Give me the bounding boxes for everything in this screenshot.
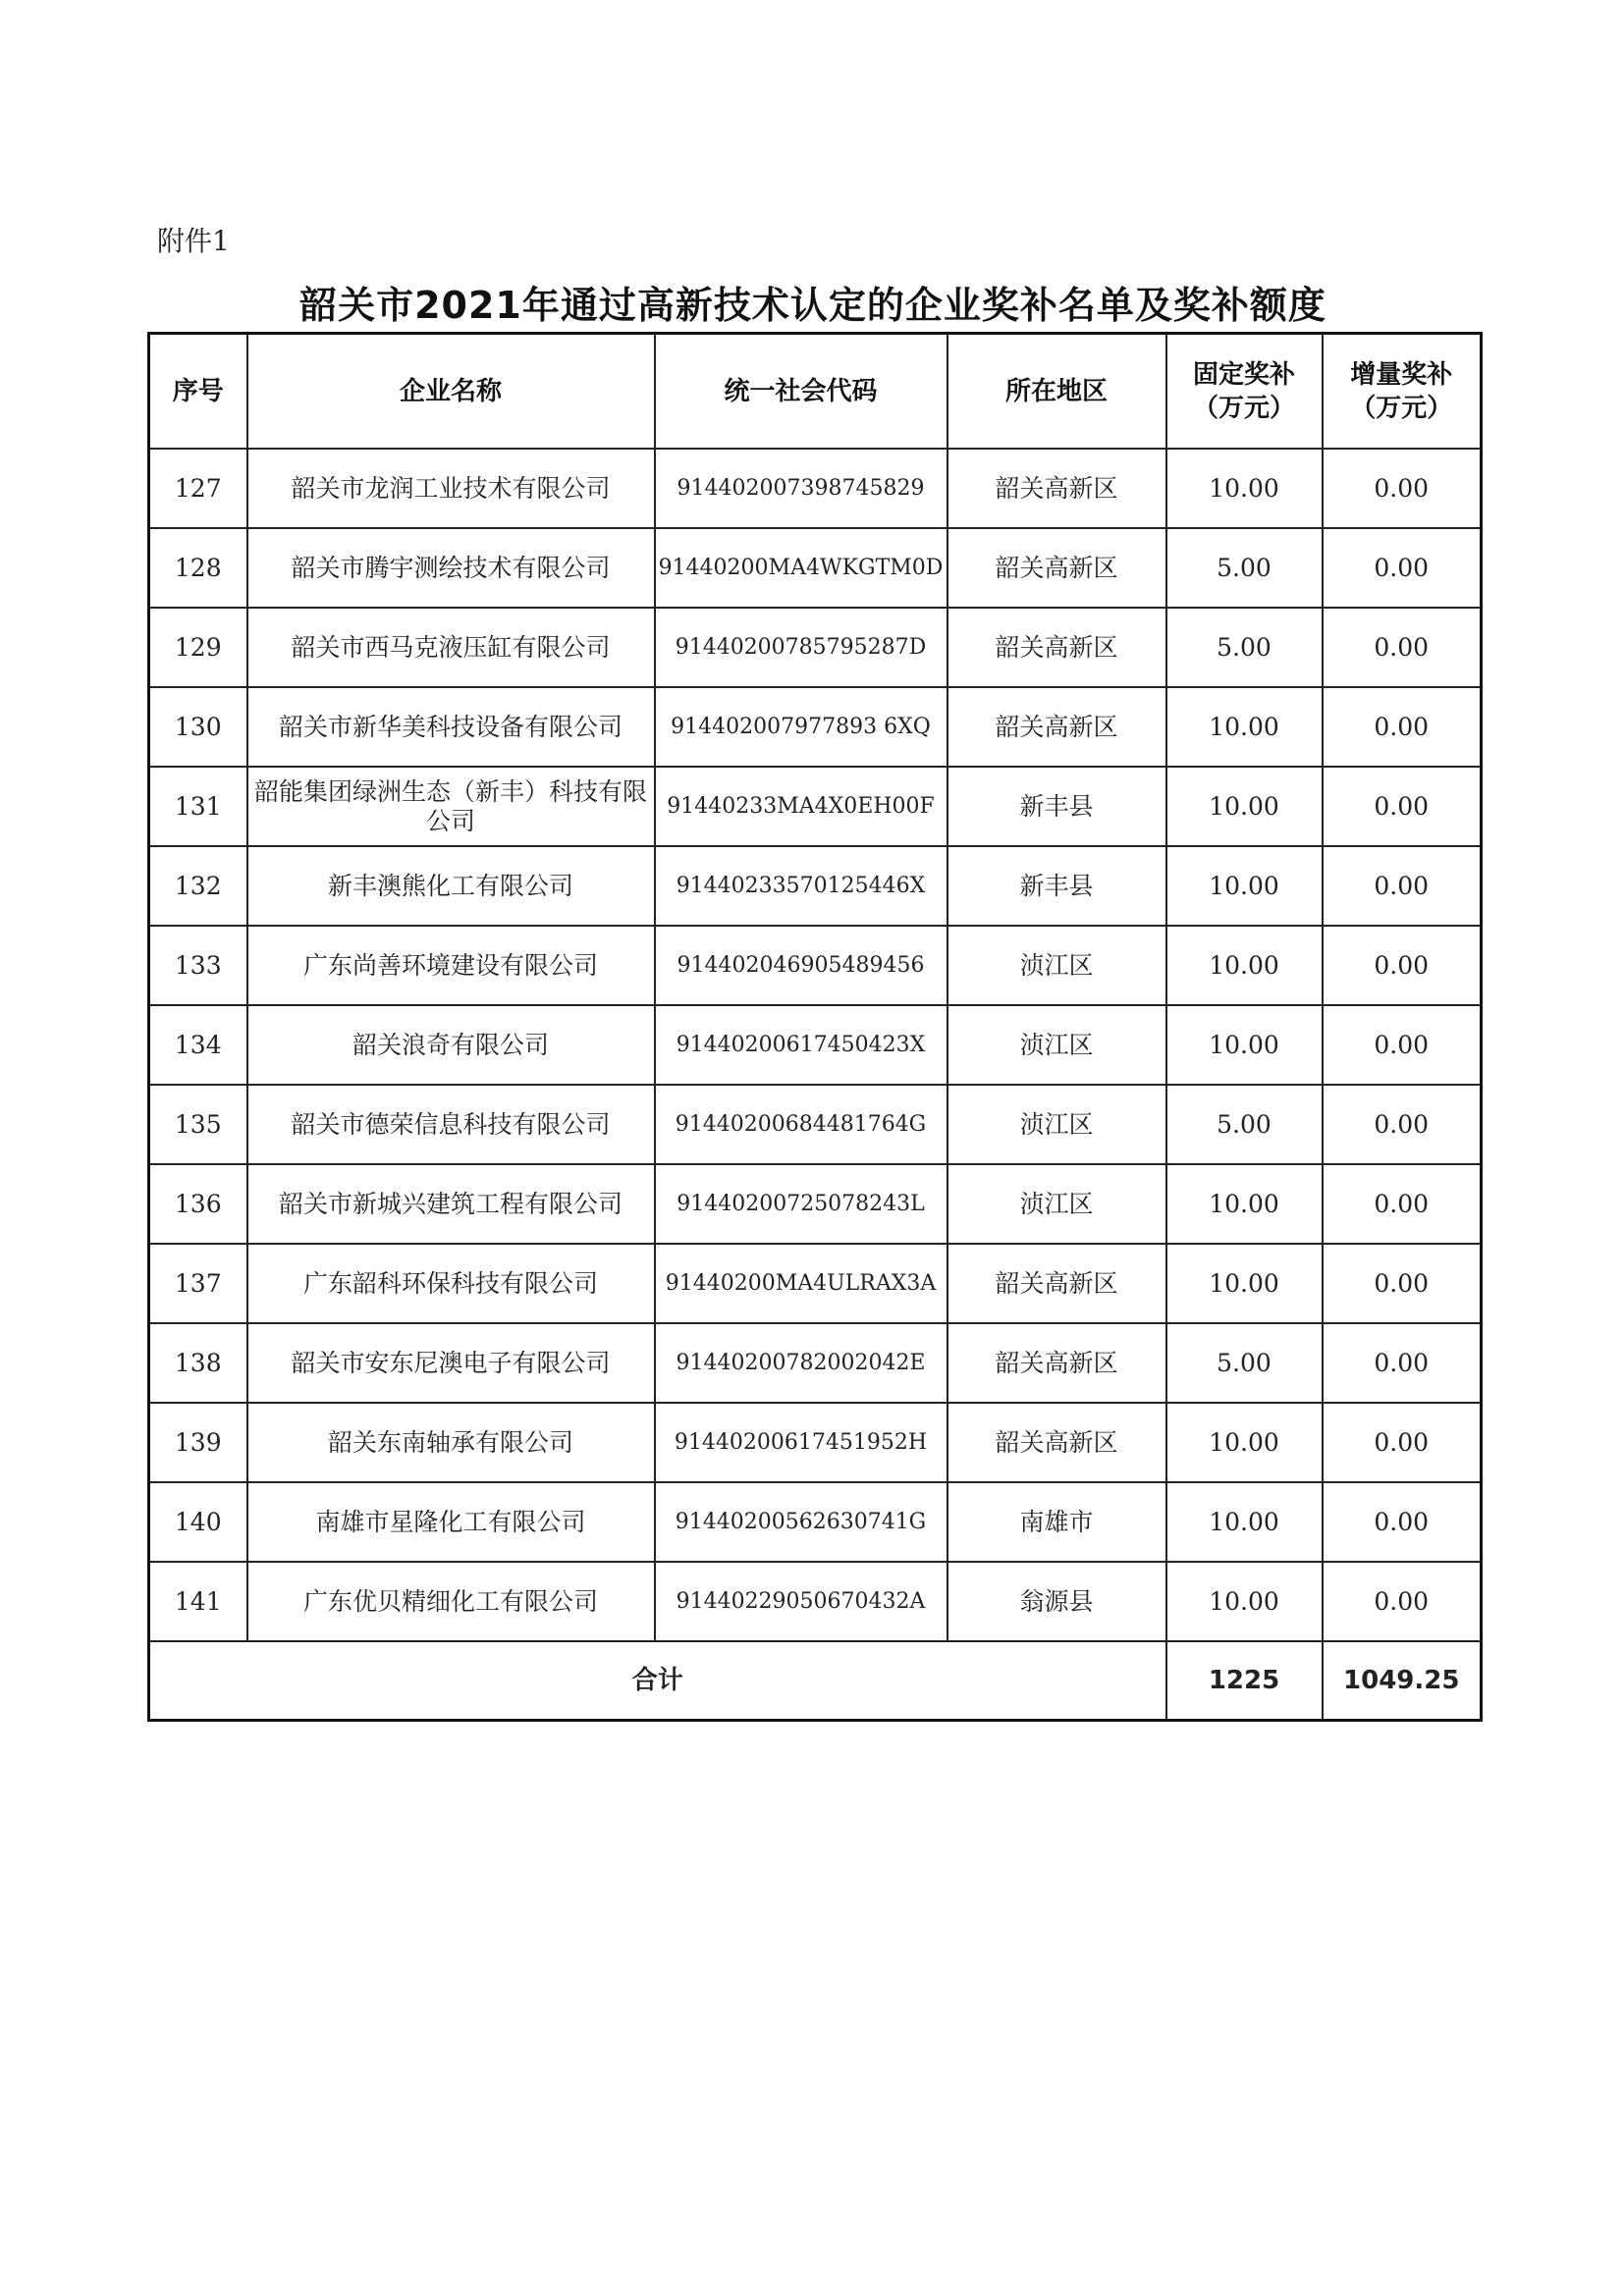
cell-company-name: 韶关市龙润工业技术有限公司 bbox=[247, 449, 655, 528]
table-row bbox=[149, 687, 1482, 767]
cell-company-name: 广东韶科环保科技有限公司 bbox=[247, 1244, 655, 1323]
cell-region: 新丰县 bbox=[947, 846, 1166, 926]
cell-credit-code: 91440229050670432A bbox=[655, 1562, 947, 1641]
header-credit-code: 统一社会代码 bbox=[655, 334, 947, 450]
cell-incremental-award: 0.00 bbox=[1323, 1244, 1482, 1323]
attachment-label: 附件1 bbox=[157, 225, 230, 257]
table-row bbox=[149, 1562, 1482, 1641]
cell-incremental-award: 0.00 bbox=[1323, 767, 1482, 846]
cell-credit-code: 91440200617451952H bbox=[655, 1403, 947, 1482]
cell-seq: 134 bbox=[149, 1005, 247, 1085]
cell-seq: 131 bbox=[149, 767, 247, 846]
total-fixed-award: 1225 bbox=[1166, 1641, 1323, 1721]
cell-company-name: 韶关市新城兴建筑工程有限公司 bbox=[247, 1164, 655, 1244]
cell-seq: 141 bbox=[149, 1562, 247, 1641]
cell-seq: 128 bbox=[149, 528, 247, 608]
cell-fixed-award: 10.00 bbox=[1166, 1244, 1323, 1323]
cell-fixed-award: 10.00 bbox=[1166, 846, 1323, 926]
cell-fixed-award: 10.00 bbox=[1166, 1005, 1323, 1085]
cell-fixed-award: 10.00 bbox=[1166, 1403, 1323, 1482]
cell-region: 南雄市 bbox=[947, 1482, 1166, 1562]
cell-company-name: 韶能集团绿洲生态（新丰）科技有限公司 bbox=[247, 767, 655, 846]
cell-credit-code: 91440200562630741G bbox=[655, 1482, 947, 1562]
cell-region: 新丰县 bbox=[947, 767, 1166, 846]
header-incremental-award-line1: 增量奖补 bbox=[1350, 359, 1453, 390]
document-title: 韶关市2021年通过高新技术认定的企业奖补名单及奖补额度 bbox=[299, 284, 1326, 327]
cell-region: 韶关高新区 bbox=[947, 687, 1166, 767]
cell-incremental-award: 0.00 bbox=[1323, 1482, 1482, 1562]
cell-company-name: 新丰澳熊化工有限公司 bbox=[247, 846, 655, 926]
cell-company-name: 韶关市新华美科技设备有限公司 bbox=[247, 687, 655, 767]
cell-fixed-award: 5.00 bbox=[1166, 608, 1323, 687]
cell-region: 浈江区 bbox=[947, 1164, 1166, 1244]
header-seq: 序号 bbox=[149, 334, 247, 450]
header-company-name: 企业名称 bbox=[247, 334, 655, 450]
cell-region: 韶关高新区 bbox=[947, 449, 1166, 528]
cell-seq: 129 bbox=[149, 608, 247, 687]
table-row bbox=[149, 449, 1482, 528]
cell-fixed-award: 10.00 bbox=[1166, 926, 1323, 1005]
cell-credit-code: 91440200725078243L bbox=[655, 1164, 947, 1244]
cell-seq: 139 bbox=[149, 1403, 247, 1482]
cell-fixed-award: 10.00 bbox=[1166, 1482, 1323, 1562]
cell-company-name: 韶关市德荣信息科技有限公司 bbox=[247, 1085, 655, 1164]
cell-seq: 138 bbox=[149, 1323, 247, 1403]
cell-seq: 140 bbox=[149, 1482, 247, 1562]
cell-region: 翁源县 bbox=[947, 1562, 1166, 1641]
cell-region: 浈江区 bbox=[947, 926, 1166, 1005]
table-row bbox=[149, 1482, 1482, 1562]
cell-fixed-award: 10.00 bbox=[1166, 1562, 1323, 1641]
cell-seq: 136 bbox=[149, 1164, 247, 1244]
cell-incremental-award: 0.00 bbox=[1323, 687, 1482, 767]
cell-incremental-award: 0.00 bbox=[1323, 926, 1482, 1005]
cell-incremental-award: 0.00 bbox=[1323, 1403, 1482, 1482]
cell-seq: 133 bbox=[149, 926, 247, 1005]
cell-seq: 137 bbox=[149, 1244, 247, 1323]
cell-company-name: 南雄市星隆化工有限公司 bbox=[247, 1482, 655, 1562]
cell-credit-code: 91440233MA4X0EH00F bbox=[655, 767, 947, 846]
table-row bbox=[149, 1164, 1482, 1244]
cell-credit-code: 91440233570125446X bbox=[655, 846, 947, 926]
table-row bbox=[149, 608, 1482, 687]
cell-fixed-award: 10.00 bbox=[1166, 687, 1323, 767]
table-row bbox=[149, 1085, 1482, 1164]
cell-region: 韶关高新区 bbox=[947, 528, 1166, 608]
cell-seq: 132 bbox=[149, 846, 247, 926]
cell-fixed-award: 5.00 bbox=[1166, 1085, 1323, 1164]
total-incremental-award: 1049.25 bbox=[1323, 1641, 1482, 1721]
cell-region: 韶关高新区 bbox=[947, 1323, 1166, 1403]
cell-credit-code: 91440200785795287D bbox=[655, 608, 947, 687]
table-row bbox=[149, 767, 1482, 846]
cell-fixed-award: 10.00 bbox=[1166, 767, 1323, 846]
header-fixed-award bbox=[1166, 334, 1323, 450]
cell-incremental-award: 0.00 bbox=[1323, 846, 1482, 926]
cell-company-name: 广东尚善环境建设有限公司 bbox=[247, 926, 655, 1005]
cell-seq: 135 bbox=[149, 1085, 247, 1164]
cell-incremental-award: 0.00 bbox=[1323, 449, 1482, 528]
cell-seq: 127 bbox=[149, 449, 247, 528]
cell-region: 浈江区 bbox=[947, 1085, 1166, 1164]
cell-credit-code: 91440200MA4WKGTM0D bbox=[655, 528, 947, 608]
cell-incremental-award: 0.00 bbox=[1323, 1164, 1482, 1244]
cell-region: 韶关高新区 bbox=[947, 1244, 1166, 1323]
cell-incremental-award: 0.00 bbox=[1323, 1005, 1482, 1085]
award-table bbox=[147, 332, 1483, 1722]
table-row bbox=[149, 1403, 1482, 1482]
cell-company-name: 广东优贝精细化工有限公司 bbox=[247, 1562, 655, 1641]
cell-credit-code: 91440200684481764G bbox=[655, 1085, 947, 1164]
cell-company-name: 韶关市西马克液压缸有限公司 bbox=[247, 608, 655, 687]
cell-seq: 130 bbox=[149, 687, 247, 767]
cell-fixed-award: 10.00 bbox=[1166, 1164, 1323, 1244]
cell-fixed-award: 5.00 bbox=[1166, 528, 1323, 608]
cell-region: 浈江区 bbox=[947, 1005, 1166, 1085]
cell-incremental-award: 0.00 bbox=[1323, 1085, 1482, 1164]
cell-company-name: 韶关浪奇有限公司 bbox=[247, 1005, 655, 1085]
cell-company-name: 韶关市腾宇测绘技术有限公司 bbox=[247, 528, 655, 608]
cell-incremental-award: 0.00 bbox=[1323, 608, 1482, 687]
cell-credit-code: 91440200MA4ULRAX3A bbox=[655, 1244, 947, 1323]
header-fixed-award-line2: （万元） bbox=[1192, 393, 1295, 423]
cell-region: 韶关高新区 bbox=[947, 1403, 1166, 1482]
cell-fixed-award: 10.00 bbox=[1166, 449, 1323, 528]
cell-region: 韶关高新区 bbox=[947, 608, 1166, 687]
table-row bbox=[149, 846, 1482, 926]
cell-company-name: 韶关东南轴承有限公司 bbox=[247, 1403, 655, 1482]
total-label: 合计 bbox=[149, 1641, 1166, 1721]
cell-incremental-award: 0.00 bbox=[1323, 528, 1482, 608]
header-region: 所在地区 bbox=[947, 334, 1166, 450]
cell-credit-code: 914402007398745829 bbox=[655, 449, 947, 528]
total-row bbox=[149, 1641, 1482, 1721]
table-row bbox=[149, 926, 1482, 1005]
header-incremental-award-line2: （万元） bbox=[1350, 393, 1453, 423]
cell-incremental-award: 0.00 bbox=[1323, 1323, 1482, 1403]
table-header-row bbox=[149, 334, 1482, 450]
table-row bbox=[149, 528, 1482, 608]
cell-company-name: 韶关市安东尼澳电子有限公司 bbox=[247, 1323, 655, 1403]
table-row bbox=[149, 1005, 1482, 1085]
table-row bbox=[149, 1244, 1482, 1323]
table-row bbox=[149, 1323, 1482, 1403]
header-fixed-award-line1: 固定奖补 bbox=[1192, 359, 1295, 390]
cell-credit-code: 914402007977893 6XQ bbox=[655, 687, 947, 767]
cell-fixed-award: 5.00 bbox=[1166, 1323, 1323, 1403]
cell-credit-code: 91440200782002042E bbox=[655, 1323, 947, 1403]
cell-credit-code: 91440200617450423X bbox=[655, 1005, 947, 1085]
header-incremental-award bbox=[1323, 334, 1482, 450]
cell-credit-code: 914402046905489456 bbox=[655, 926, 947, 1005]
cell-incremental-award: 0.00 bbox=[1323, 1562, 1482, 1641]
